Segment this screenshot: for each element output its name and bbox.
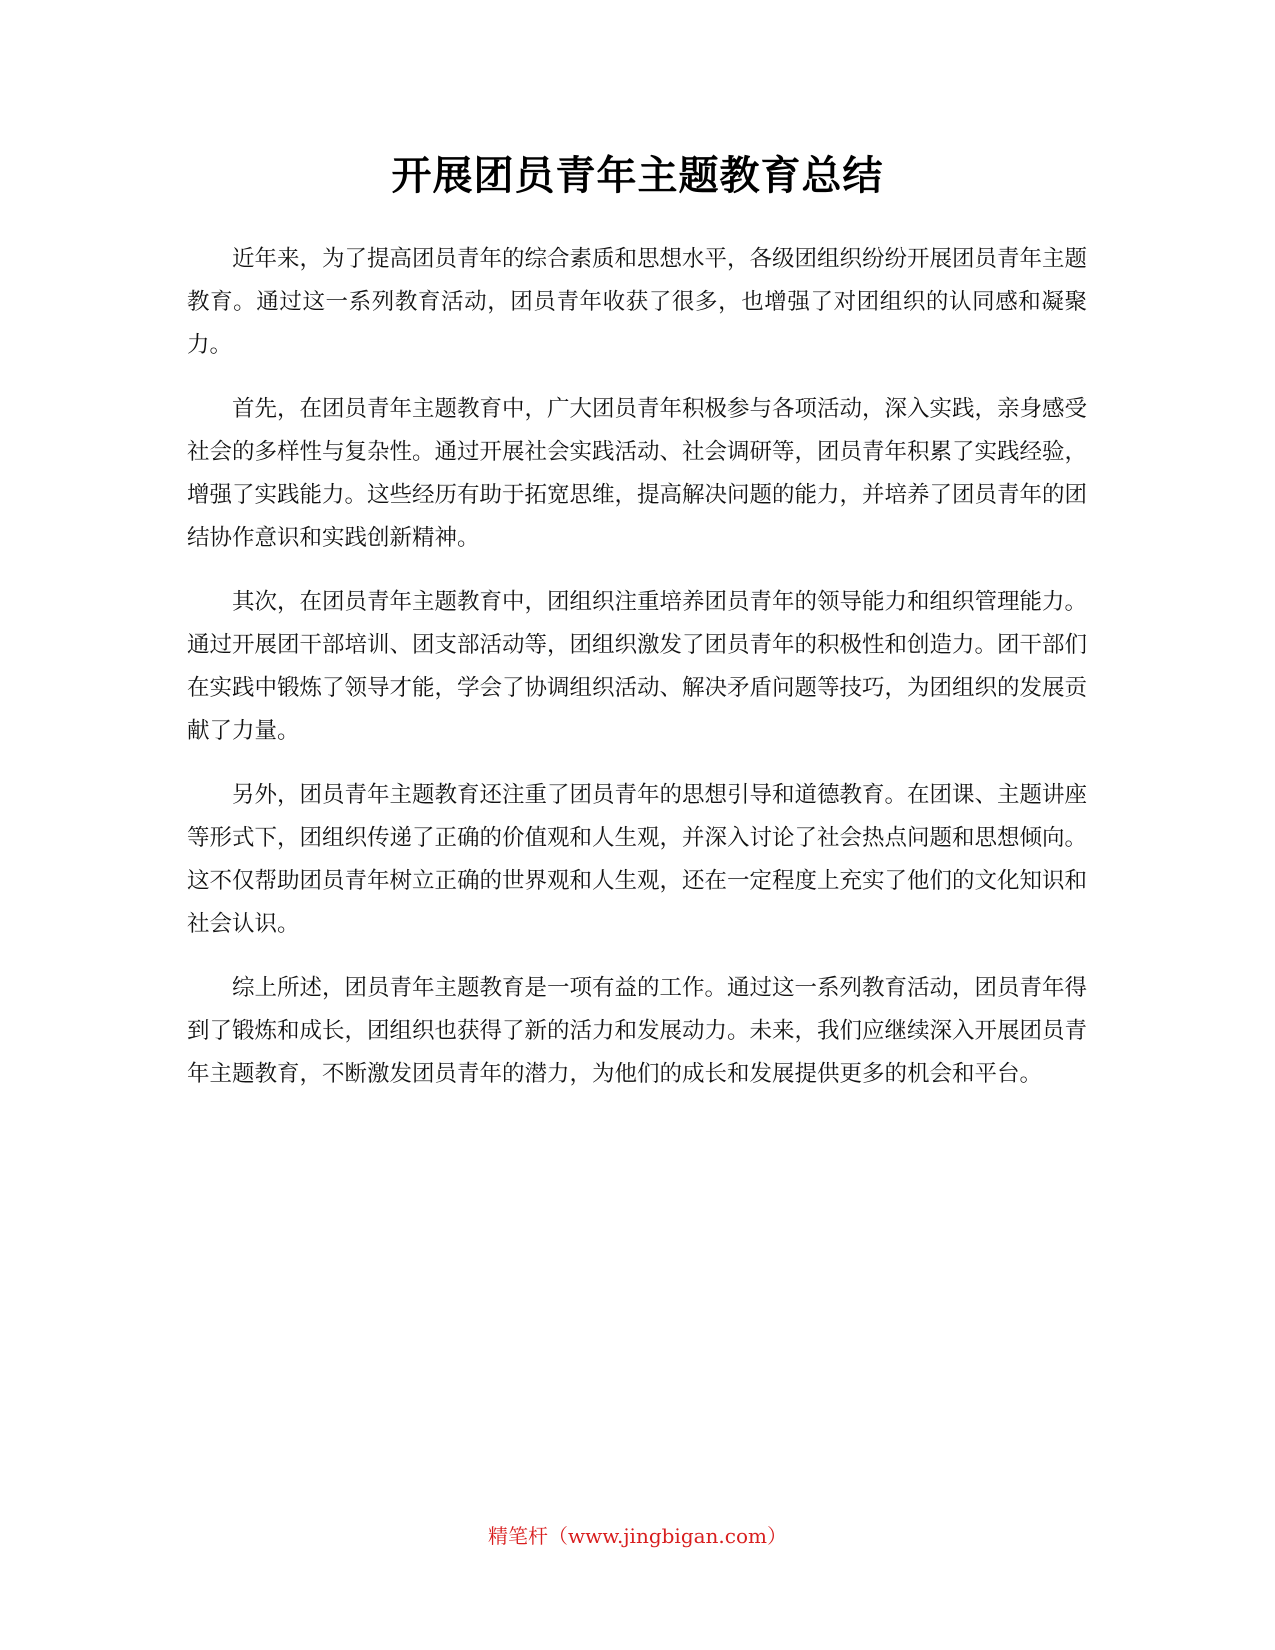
document-title: 开展团员青年主题教育总结 xyxy=(391,153,884,199)
footer-watermark-link[interactable]: 精笔杆（www.jingbigan.com） xyxy=(488,1524,787,1548)
paragraph-third: 另外，团员青年主题教育还注重了团员青年的思想引导和道德教育。在团课、主题讲座等形式下，团组织传递了正确的价值观和人生观，并深入讨论了社会热点问题和思想倾向。这不仅帮助团员青年树立正确的世界观和人生观，还在一定程度上充实了他们的文化知识和社会认识。 xyxy=(187,782,1088,937)
document-body xyxy=(187,238,1087,1117)
paragraph-second: 其次，在团员青年主题教育中，团组织注重培养团员青年的领导能力和组织管理能力。通过开展团干部培训、团支部活动等，团组织激发了团员青年的积极性和创造力。团干部们在实践中锻炼了领导才能，学会了协调组织活动、解决矛盾问题等技巧，为团组织的发展贡献了力量。 xyxy=(187,589,1088,744)
paragraph-first: 首先，在团员青年主题教育中，广大团员青年积极参与各项活动，深入实践，亲身感受社会的多样性与复杂性。通过开展社会实践活动、社会调研等，团员青年积累了实践经验，增强了实践能力。这些经历有助于拓宽思维，提高解决问题的能力，并培养了团员青年的团结协作意识和实践创新精神。 xyxy=(187,396,1088,551)
paragraph-conclusion: 综上所述，团员青年主题教育是一项有益的工作。通过这一系列教育活动，团员青年得到了锻炼和成长，团组织也获得了新的活力和发展动力。未来，我们应继续深入开展团员青年主题教育，不断激发团员青年的潜力，为他们的成长和发展提供更多的机会和平台。 xyxy=(187,975,1088,1087)
paragraph-intro: 近年来，为了提高团员青年的综合素质和思想水平，各级团组织纷纷开展团员青年主题教育。通过这一系列教育活动，团员青年收获了很多，也增强了对团组织的认同感和凝聚力。 xyxy=(187,246,1088,358)
